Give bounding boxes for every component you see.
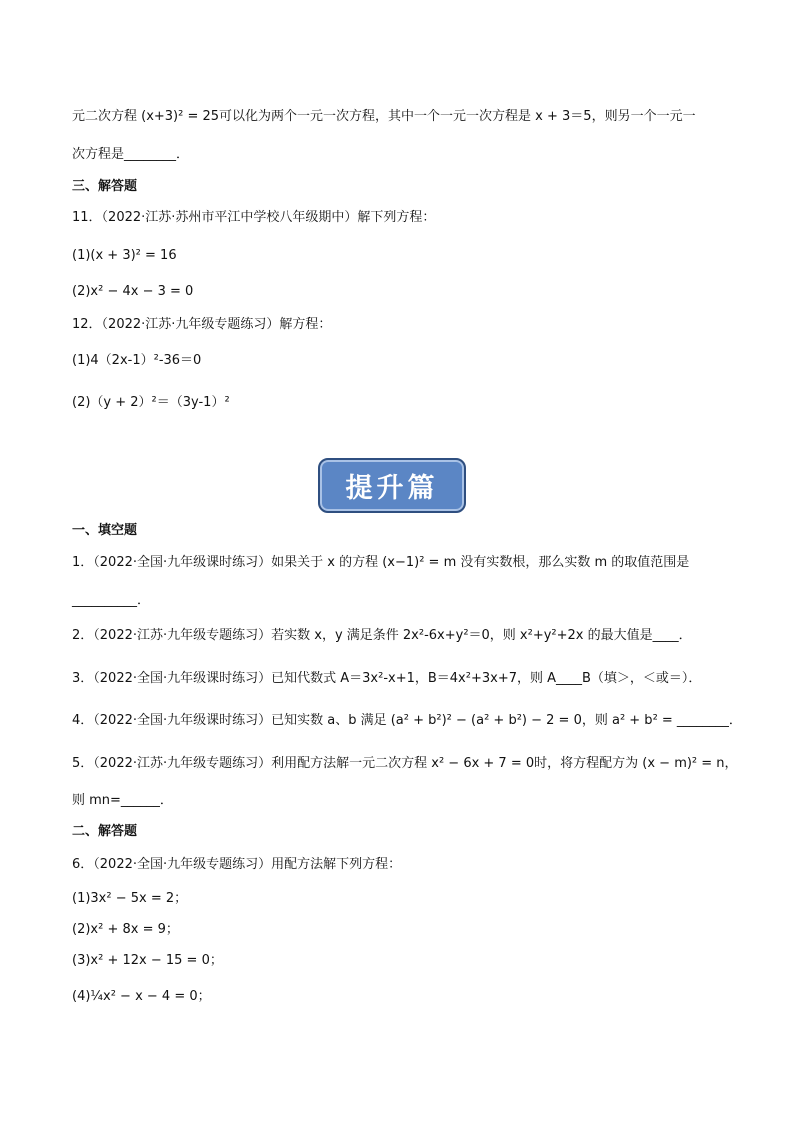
section-banner: [318, 458, 466, 513]
question-10-line-2: 次方程是________．: [72, 147, 190, 162]
question-4: 4．（2022·全国·九年级课时练习）已知实数 a、b 满足 (a² + b²)² − (a² + b²) − 2 = 0，则 a² + b² = ________．: [72, 713, 742, 728]
question-12-part-1: (1)4（2x-1）²-36＝0: [72, 353, 202, 368]
question-1-line-1: 1．（2022·全国·九年级课时练习）如果关于 x 的方程 (x−1)² = m 没有实数根，那么实数 m 的取值范围是: [72, 555, 690, 570]
section-heading-answers-2: 二、解答题: [72, 824, 138, 839]
question-11-part-2: (2)x² − 4x − 3 = 0: [72, 284, 194, 299]
question-12: 12．（2022·江苏·九年级专题练习）解方程：: [72, 317, 332, 332]
section-heading-fill-blank: 一、填空题: [72, 523, 138, 538]
question-2: 2．（2022·江苏·九年级专题练习）若实数 x，y 满足条件 2x²-6x+y²＝0，则 x²+y²+2x 的最大值是____．: [72, 628, 692, 643]
question-6-part-1: (1)3x² − 5x = 2；: [72, 891, 188, 906]
question-5-line-2: 则 mn=______．: [72, 793, 173, 808]
question-11-part-1: (1)(x + 3)² = 16: [72, 248, 177, 263]
question-5-line-1: 5．（2022·江苏·九年级专题练习）利用配方法解一元二次方程 x² − 6x + 7 = 0时，将方程配方为 (x − m)² = n，: [72, 756, 738, 771]
question-11: 11．（2022·江苏·苏州市平江中学校八年级期中）解下列方程：: [72, 210, 436, 225]
question-1-line-2: __________．: [72, 593, 151, 608]
question-12-part-2: (2)（y + 2）²＝（3y-1）²: [72, 395, 230, 410]
question-6-part-4: (4)¼x² − x − 4 = 0；: [72, 989, 211, 1004]
question-3: 3．（2022·全国·九年级课时练习）已知代数式 A＝3x²-x+1，B＝4x²+3x+7，则 A____B（填＞，＜或＝）．: [72, 671, 702, 686]
question-6-part-3: (3)x² + 12x − 15 = 0；: [72, 953, 223, 968]
question-6: 6．（2022·全国·九年级专题练习）用配方法解下列方程：: [72, 857, 402, 872]
section-heading-answers: 三、解答题: [72, 179, 138, 194]
question-10-line-1: 元二次方程 (x+3)² = 25可以化为两个一元一次方程，其中一个一元一次方程是 x + 3＝5，则另一个一元一: [72, 109, 696, 124]
section-banner-label: 提升篇: [345, 473, 439, 504]
question-6-part-2: (2)x² + 8x = 9；: [72, 922, 179, 937]
